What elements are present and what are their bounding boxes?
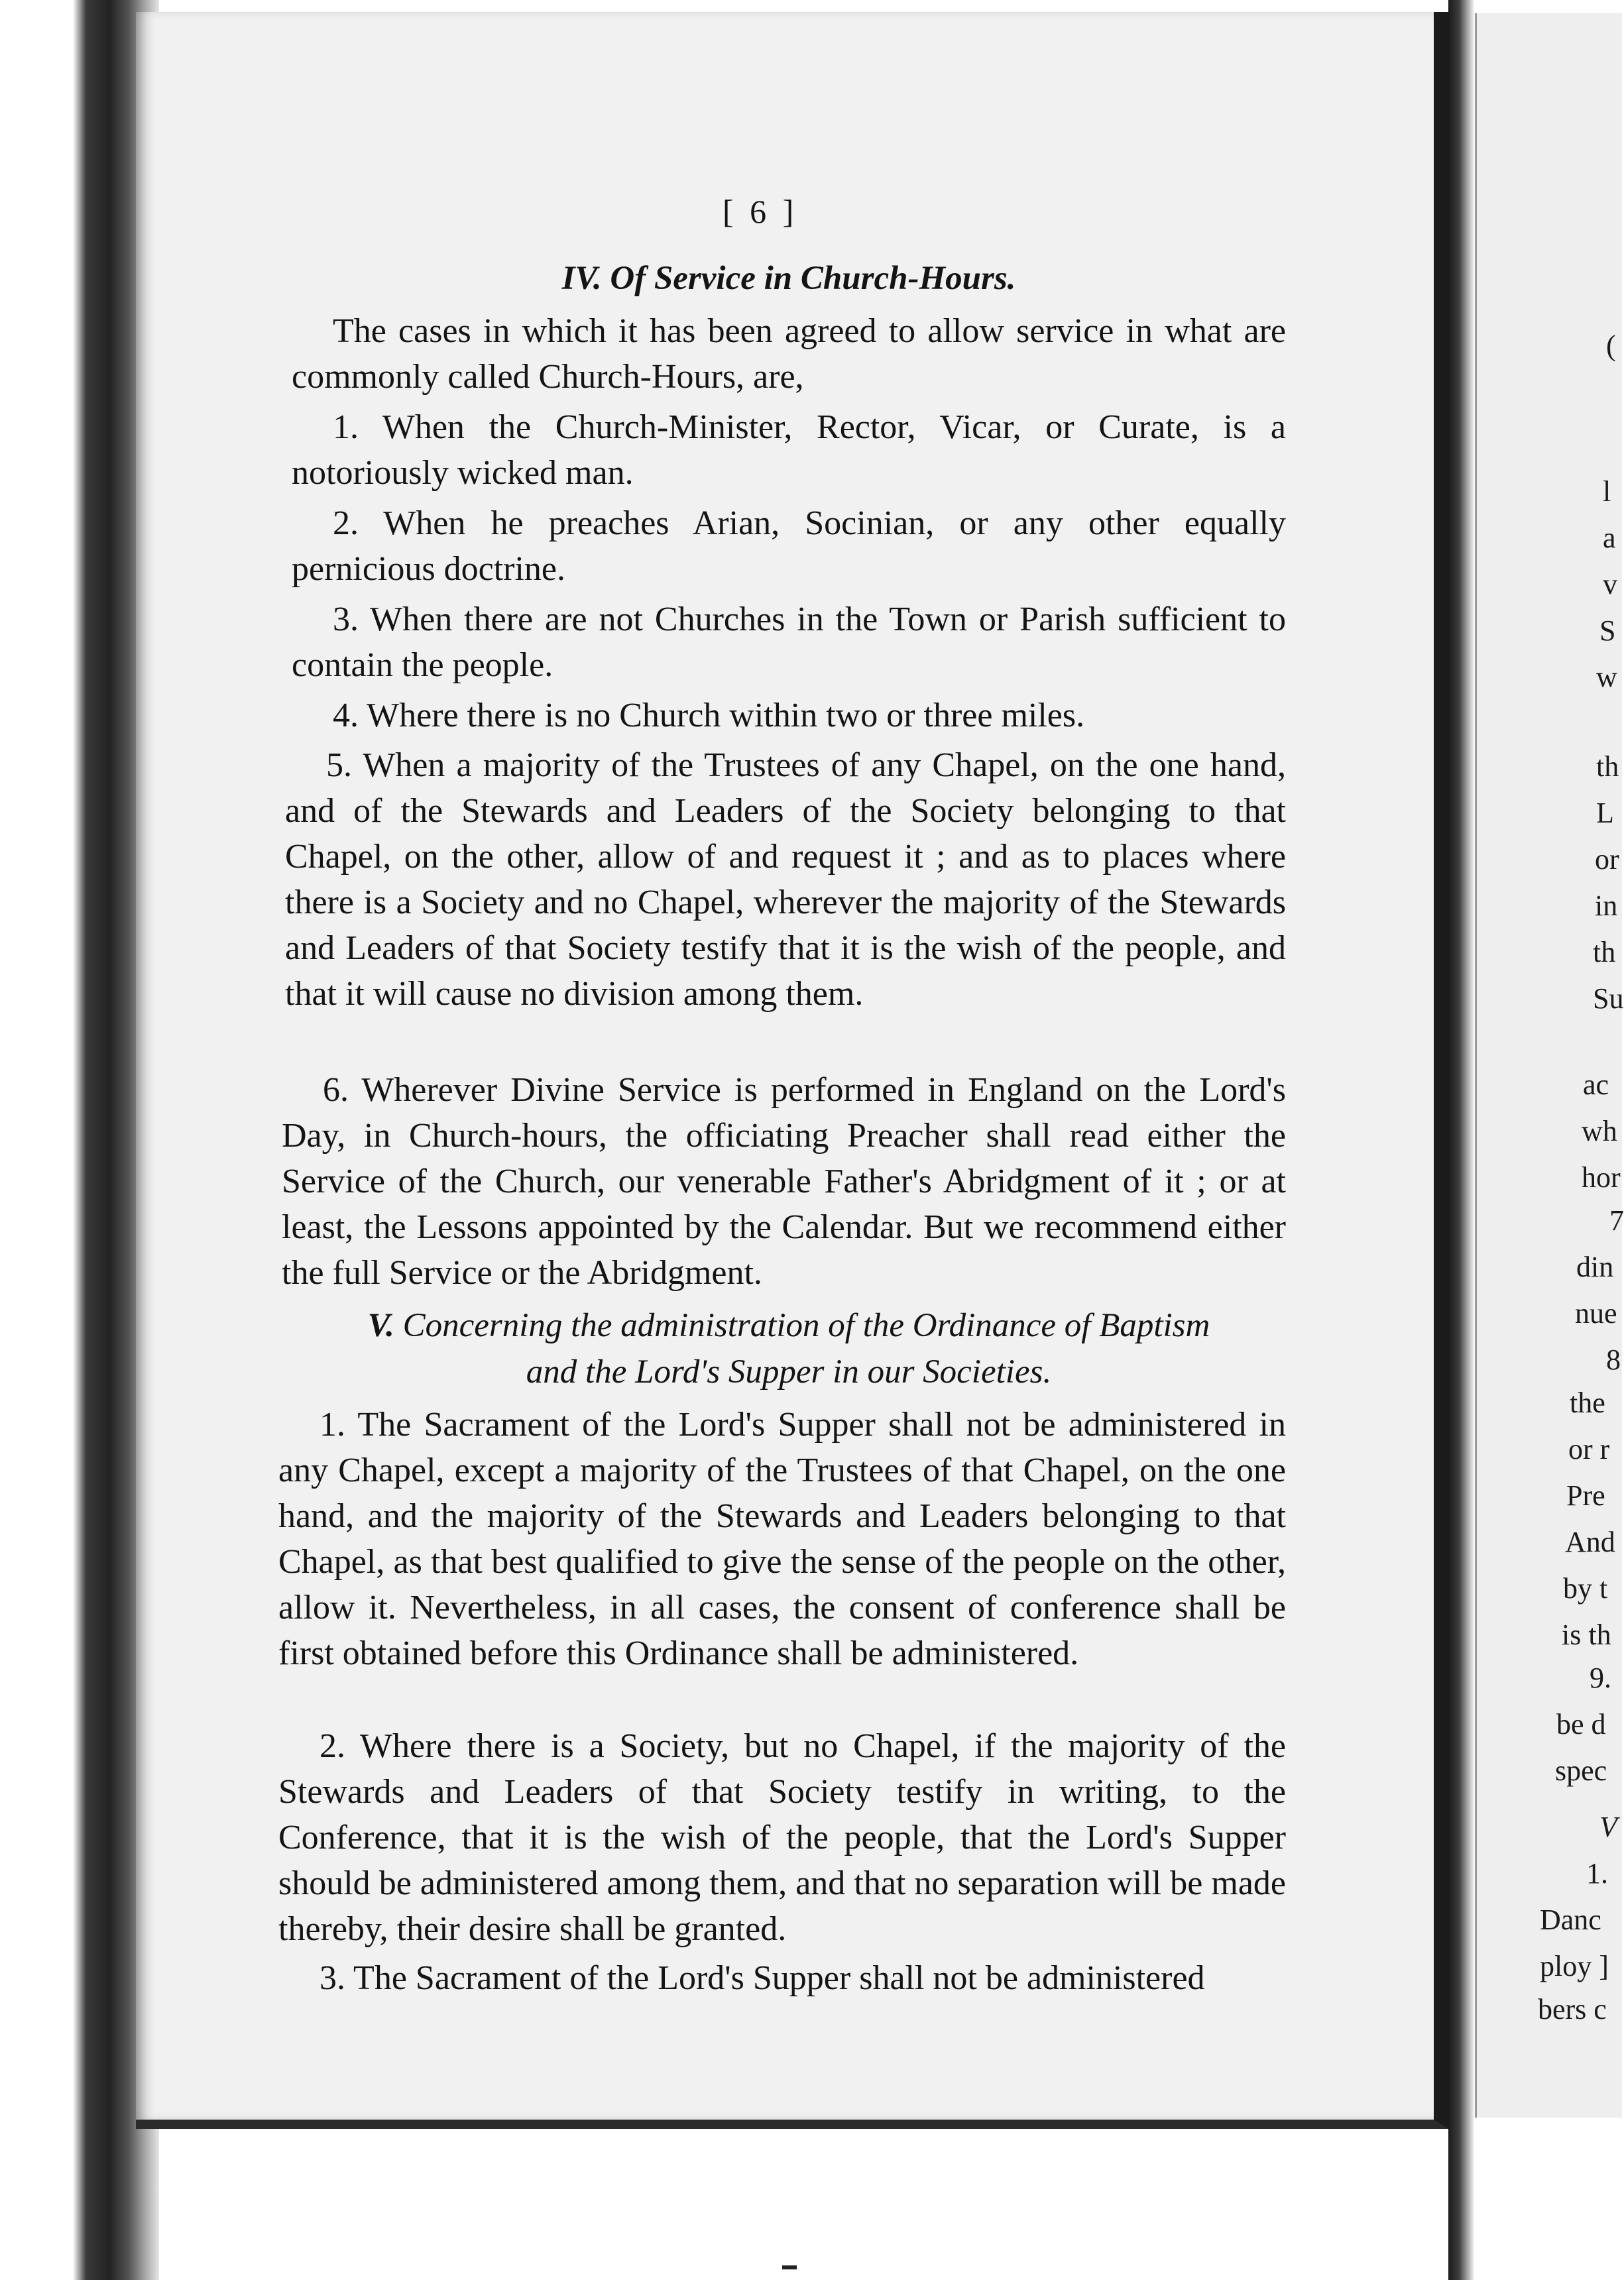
facing-fragment: v	[1603, 568, 1617, 600]
facing-fragment: (	[1606, 329, 1616, 362]
facing-fragment: is th	[1562, 1619, 1611, 1651]
book-gutter	[1448, 0, 1475, 2280]
facing-fragment: be d	[1556, 1708, 1606, 1740]
section-iv-numeral: IV.	[561, 260, 602, 297]
section-v-item-1: 1. The Sacrament of the Lord's Supper shall not be administered in any Chapel, except a majority of the Trustees of that Chapel, on the one hand, and the majority of the Stewards and Leaders belonging to that Chapel, as that best qualified to give the sense of the people on the other, allow it. Nevertheless, in all cases, the consent of conference shall be first obtained before this Ordinance shall be administered.	[278, 1406, 1286, 1672]
facing-fragment: a	[1603, 522, 1616, 554]
facing-fragment: by t	[1563, 1572, 1608, 1605]
facing-fragment: bers c	[1538, 1993, 1607, 2025]
section-v-heading	[292, 1302, 1286, 1395]
facing-fragment: th	[1593, 936, 1616, 968]
facing-fragment: l	[1603, 475, 1611, 508]
facing-fragment: Pre	[1566, 1479, 1605, 1512]
section-iv-item-3: 3. When there are not Churches in the Town or Parish sufficient to contain the people.	[292, 600, 1286, 684]
section-v-title-line-1: Concerning the administration of the Ordinance of Baptism	[402, 1307, 1210, 1344]
section-iv-item-2: 2. When he preaches Arian, Socinian, or any other equally pernicious doctrine.	[292, 504, 1286, 588]
facing-fragment: 1.	[1586, 1857, 1608, 1890]
page-number: [ 6 ]	[723, 193, 798, 230]
facing-fragment: And	[1565, 1526, 1615, 1558]
book-binding-shadow	[0, 0, 159, 2280]
section-iv-intro: The cases in which it has been agreed to allow service in what are commonly called Church-Hours, are,	[292, 312, 1286, 396]
facing-fragment: th	[1596, 750, 1619, 783]
facing-fragment: V	[1599, 1811, 1617, 1843]
facing-page	[1475, 13, 1622, 2118]
facing-fragment: 7	[1609, 1204, 1624, 1237]
facing-fragment: Danc	[1540, 1904, 1601, 1936]
section-iv-title: Of Service in Church-Hours.	[610, 260, 1016, 297]
facing-fragment: ploy ]	[1540, 1950, 1609, 1982]
section-iv-item-1: 1. When the Church-Minister, Rector, Vicar, or Curate, is a notoriously wicked man.	[292, 408, 1286, 492]
section-iv-item-5: 5. When a majority of the Trustees of any Chapel, on the one hand, and of the Stewards and Leaders of the Society belonging to that Chapel, on the other, allow of and request it ; and as to places where there is a Society and no Chapel, wherever the majority of the Stewards and Leaders of that Society testify that it is the wish of the people, and that it will cause no division among them.	[285, 746, 1286, 1013]
facing-fragment: 8	[1606, 1343, 1621, 1376]
facing-fragment: ac	[1583, 1068, 1609, 1101]
section-iv-heading	[292, 255, 1286, 302]
facing-fragment: S	[1599, 614, 1616, 647]
facing-fragment: spec	[1555, 1754, 1607, 1787]
facing-fragment: wh	[1582, 1115, 1617, 1147]
facing-fragment: Su	[1593, 982, 1624, 1015]
section-v-item-2: 2. Where there is a Society, but no Chapel, if the majority of the Stewards and Leaders of that Society testify in writing, to the Conference, that it is the wish of the people, that the Lord's Supper should be administered among them, and that no separation will be made thereby, their desire shall be granted.	[278, 1727, 1286, 1948]
section-v-title-line-2: and the Lord's Supper in our Societies.	[526, 1353, 1052, 1391]
facing-fragment: din	[1576, 1251, 1614, 1283]
facing-fragment: in	[1595, 889, 1618, 922]
section-v-numeral: V.	[367, 1307, 394, 1344]
facing-fragment: w	[1596, 661, 1617, 693]
section-iv-item-6: 6. Wherever Divine Service is performed in England on the Lord's Day, in Church-hours, the officiating Preacher shall read either the Service of the Church, our venerable Father's Abridgment of it ; or at least, the Lessons appointed by the Calendar. But we recommend either the full Service or the Abridgment.	[282, 1071, 1286, 1292]
scan-mark	[782, 2265, 797, 2269]
facing-fragment: nue	[1575, 1297, 1617, 1330]
facing-fragment: or	[1595, 843, 1619, 876]
section-v-item-3: 3. The Sacrament of the Lord's Supper shall not be administered	[319, 1959, 1205, 1997]
facing-fragment: or r	[1568, 1433, 1610, 1465]
facing-fragment: 9.	[1590, 1662, 1611, 1694]
facing-fragment: the	[1570, 1387, 1605, 1419]
facing-fragment: hor	[1582, 1161, 1621, 1194]
facing-fragment: L	[1596, 797, 1614, 829]
section-iv-item-4: 4. Where there is no Church within two or three miles.	[333, 697, 1085, 734]
